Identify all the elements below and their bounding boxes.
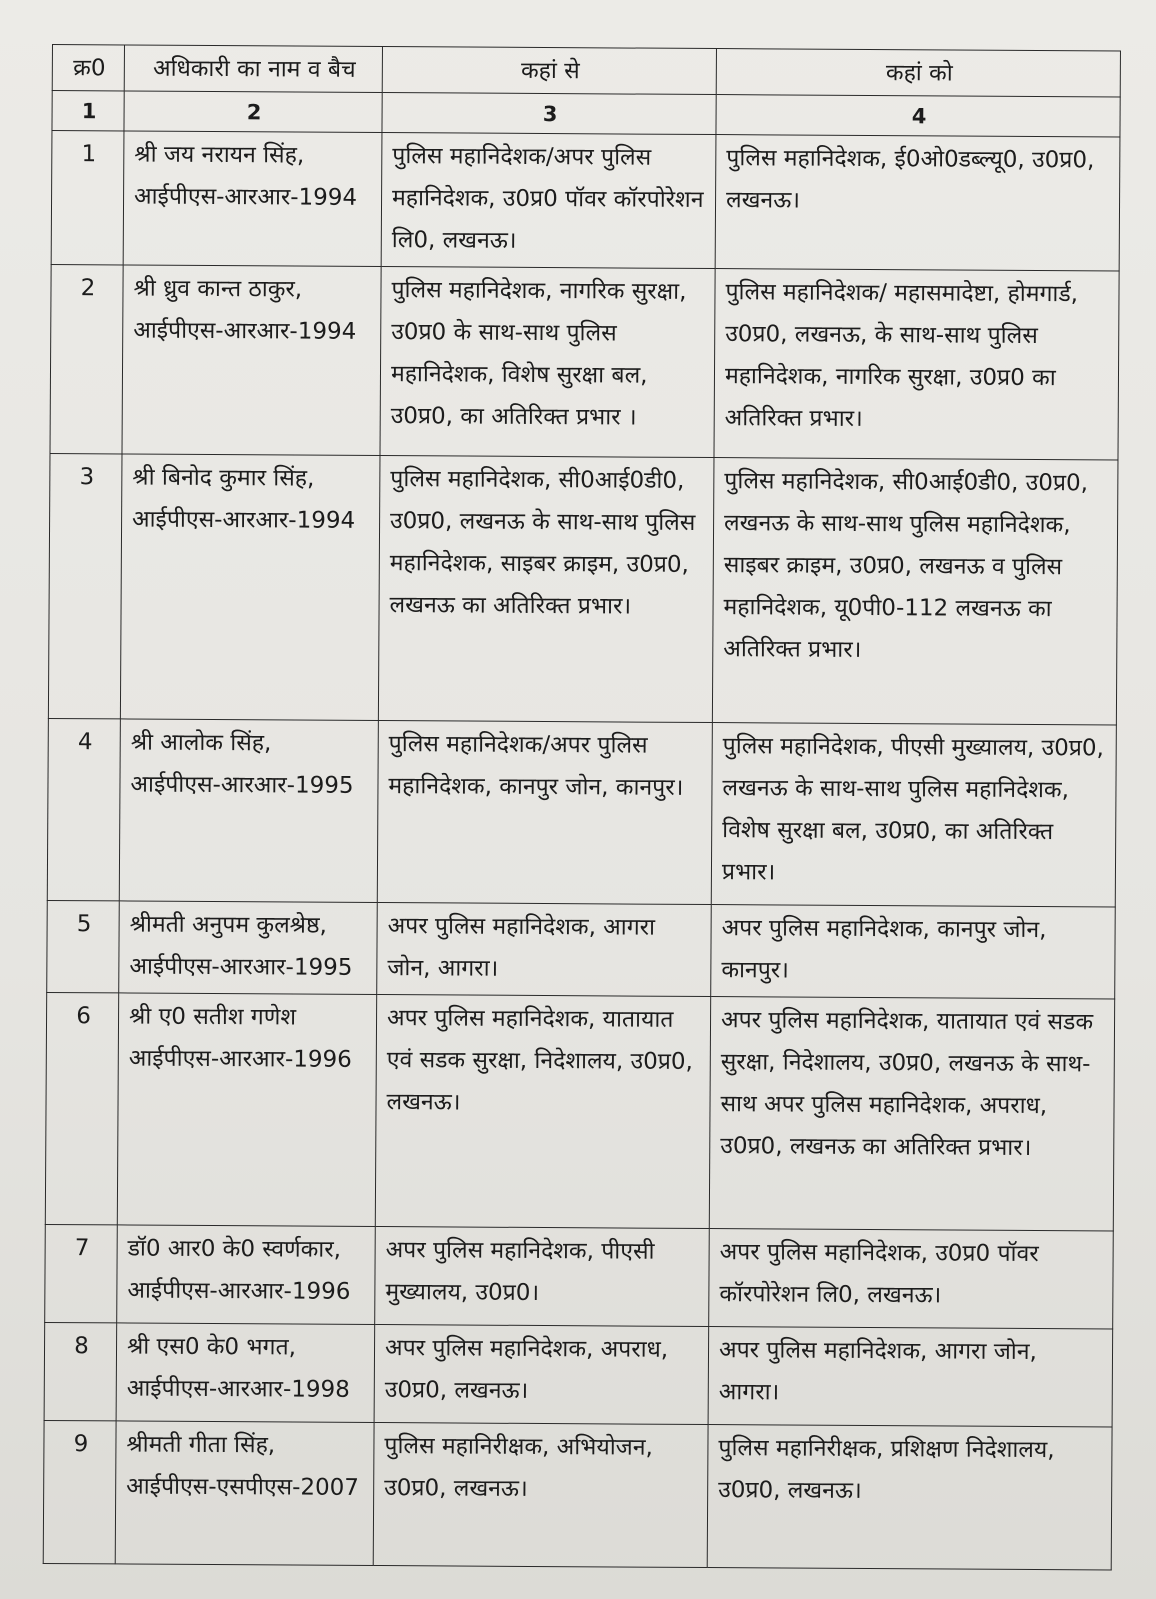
officer-name: डॉ0 आर0 के0 स्वर्णकार, (127, 1235, 342, 1264)
header-to: कहां को (716, 49, 1120, 97)
posting-from: पुलिस महानिदेशक, सी0आई0डी0, उ0प्र0, लखनऊ के साथ-साथ पुलिस महानिदेशक, साइबर क्राइम, उ0प्र0, लखनऊ का अतिरिक्त प्रभार। (378, 456, 714, 723)
posting-from: अपर पुलिस महानिदेशक, अपराध, उ0प्र0, लखनऊ। (374, 1325, 709, 1425)
officer-cell (119, 901, 378, 994)
serial-number: 1 (51, 131, 124, 265)
posting-from: अपर पुलिस महानिदेशक, पीएसी मुख्यालय, उ0प्र0। (375, 1227, 710, 1327)
posting-from: पुलिस महानिदेशक/अपर पुलिस महानिदेशक, कानपुर जोन, कानपुर। (377, 721, 712, 905)
column-number: 1 (52, 91, 124, 131)
serial-number: 7 (45, 1225, 118, 1323)
posting-to: पुलिस महानिदेशक, ई0ओ0डब्ल्यू0, उ0प्र0, लखनऊ। (715, 135, 1120, 271)
column-number: 4 (716, 95, 1120, 137)
officer-cell (122, 265, 381, 456)
table-row (45, 992, 1114, 1231)
posting-to: अपर पुलिस महानिदेशक, कानपुर जोन, कानपुर। (711, 905, 1116, 999)
column-number: 3 (382, 93, 716, 135)
officer-batch: आईपीएस-आरआर-1995 (130, 771, 354, 800)
table-row (45, 1225, 1114, 1329)
serial-number: 2 (50, 264, 123, 454)
officer-batch: आईपीएस-आरआर-1998 (126, 1375, 350, 1404)
posting-to: पुलिस महानिरीक्षक, प्रशिक्षण निदेशालय, उ0प्र0, लखनऊ। (707, 1425, 1112, 1570)
officer-name: श्री ए0 सतीश गणेश (128, 1003, 297, 1031)
officer-cell (119, 719, 378, 902)
posting-from: पुलिस महानिरीक्षक, अभियोजन, उ0प्र0, लखनऊ। (373, 1423, 708, 1568)
serial-number: 6 (45, 992, 118, 1225)
posting-to: पुलिस महानिदेशक, सी0आई0डी0, उ0प्र0, लखनऊ के साथ-साथ पुलिस महानिदेशक, साइबर क्राइम, उ0प्र0, लखनऊ व पुलिस महानिदेशक, यू0पी0-112 लखनऊ का अतिरिक्त प्रभार। (712, 458, 1118, 726)
table-row (50, 264, 1119, 460)
header-serial: क्र0 (52, 45, 124, 91)
posting-from: पुलिस महानिदेशक, नागरिक सुरक्षा, उ0प्र0 के साथ-साथ पुलिस महानिदेशक, विशेष सुरक्षा बल, उ0प्र0, का अतिरिक्त प्रभार । (380, 266, 715, 458)
officer-name: श्री जय नरायन सिंह, (134, 141, 305, 169)
table-row (44, 1323, 1113, 1427)
officer-name: श्रीमती अनुपम कुलश्रेष्ठ, (129, 911, 327, 939)
officer-batch: आईपीएस-एसपीएस-2007 (126, 1473, 360, 1502)
officer-name: श्री एस0 के0 भगत, (126, 1333, 297, 1361)
posting-from: पुलिस महानिदेशक/अपर पुलिस महानिदेशक, उ0प्र0 पॉवर कॉरपोरेशन लि0, लखनऊ। (381, 133, 716, 269)
serial-number: 8 (44, 1323, 117, 1421)
officer-batch: आईपीएस-आरआर-1994 (133, 183, 358, 211)
serial-number: 9 (43, 1421, 116, 1564)
officer-cell (116, 1323, 375, 1422)
column-number: 2 (124, 91, 382, 133)
officer-name: श्री बिनोद कुमार सिंह, (132, 464, 315, 492)
table-row (51, 131, 1120, 271)
serial-number: 5 (47, 901, 120, 993)
table-row (48, 454, 1118, 726)
officer-batch: आईपीएस-आरआर-1995 (129, 953, 353, 981)
posting-from: अपर पुलिस महानिदेशक, यातायात एवं सडक सुरक्षा, निदेशालय, उ0प्र0, लखनऊ। (375, 994, 710, 1229)
posting-to: अपर पुलिस महानिदेशक, आगरा जोन, आगरा। (708, 1327, 1113, 1427)
officer-cell (115, 1421, 374, 1565)
table-header-row (52, 45, 1120, 98)
officer-cell (117, 993, 376, 1227)
officer-batch: आईपीएस-आरआर-1994 (132, 506, 356, 535)
officer-name: श्रीमती गीता सिंह, (126, 1431, 276, 1459)
officer-cell (117, 1225, 376, 1324)
serial-number: 3 (48, 454, 122, 720)
officer-name: श्री आलोक सिंह, (130, 729, 272, 757)
officer-cell (123, 131, 382, 266)
posting-to: अपर पुलिस महानिदेशक, उ0प्र0 पॉवर कॉरपोरेशन लि0, लखनऊ। (709, 1229, 1114, 1329)
officer-cell (120, 454, 380, 721)
column-number-row (52, 91, 1120, 138)
posting-from: अपर पुलिस महानिदेशक, आगरा जोन, आगरा। (377, 903, 712, 997)
transfer-table (43, 44, 1121, 1571)
header-officer-name-batch: अधिकारी का नाम व बैच (124, 45, 382, 93)
posting-to: पुलिस महानिदेशक/ महासमादेष्टा, होमगार्ड, उ0प्र0, लखनऊ, के साथ-साथ पुलिस महानिदेशक, नागरिक सुरक्षा, उ0प्र0 का अतिरिक्त प्रभार। (714, 268, 1119, 460)
officer-batch: आईपीएस-आरआर-1994 (133, 317, 357, 345)
officer-name: श्री ध्रुव कान्त ठाकुर, (133, 275, 303, 303)
officer-batch: आईपीएस-आरआर-1996 (127, 1277, 351, 1306)
table-row (47, 719, 1116, 907)
officer-batch: आईपीएस-आरआर-1996 (128, 1045, 352, 1073)
table-row (47, 901, 1116, 999)
header-from: कहां से (382, 47, 716, 95)
posting-to: पुलिस महानिदेशक, पीएसी मुख्यालय, उ0प्र0, लखनऊ के साथ-साथ पुलिस महानिदेशक, विशेष सुरक्षा बल, उ0प्र0, का अतिरिक्त प्रभार। (711, 723, 1116, 907)
posting-to: अपर पुलिस महानिदेशक, यातायात एवं सडक सुरक्षा, निदेशालय, उ0प्र0, लखनऊ के साथ-साथ अपर पुलिस महानिदेशक, अपराध, उ0प्र0, लखनऊ का अतिरिक्त प्रभार। (709, 996, 1114, 1231)
table-row (43, 1421, 1112, 1570)
serial-number: 4 (47, 719, 120, 901)
